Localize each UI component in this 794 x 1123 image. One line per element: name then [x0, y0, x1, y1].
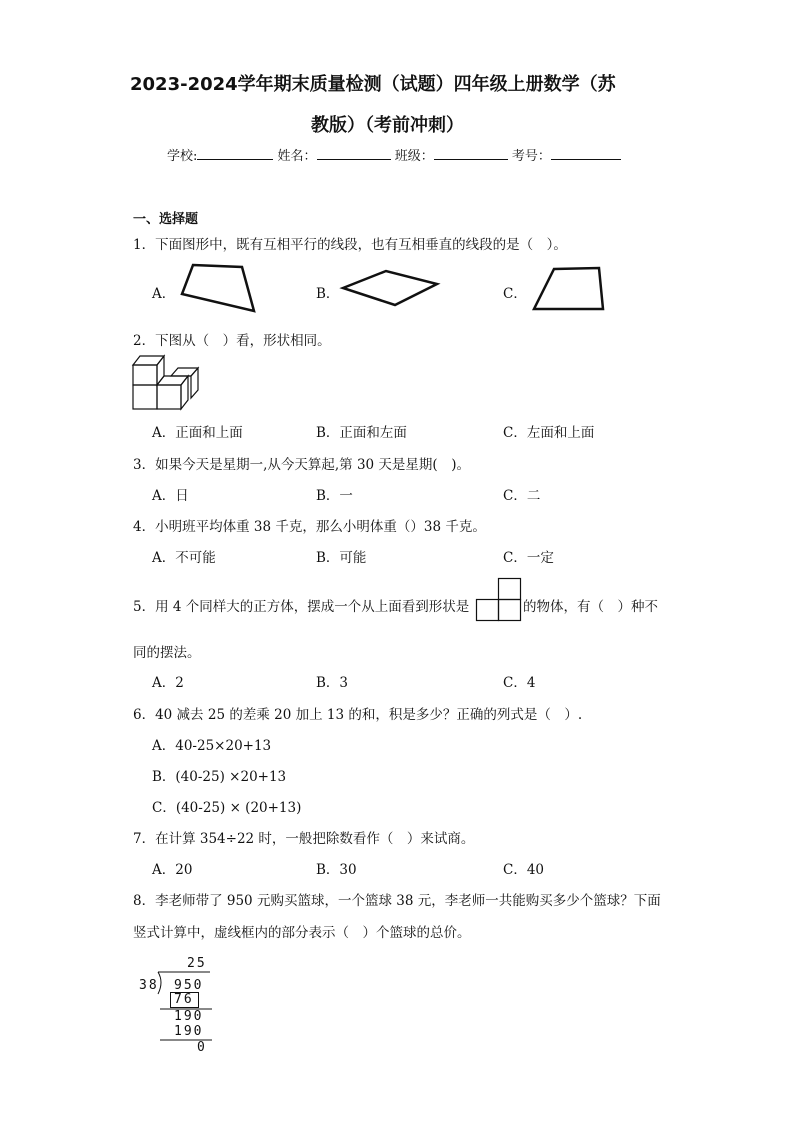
division-line-2 — [160, 1039, 216, 1041]
question-8-stem-line2: 竖式计算中，虚线框内的部分表示（ ）个篮球的总价。 — [133, 925, 471, 941]
q4-option-a[interactable]: A．不可能 — [152, 550, 216, 566]
q1-option-c[interactable]: C． — [503, 286, 527, 302]
q5-option-a[interactable]: A．2 — [152, 675, 184, 691]
q2-option-c[interactable]: C．左面和上面 — [503, 425, 595, 441]
class-field[interactable] — [434, 145, 508, 160]
school-label: 学校: — [167, 149, 198, 164]
division-step2: 190 — [174, 1024, 204, 1039]
q6-option-a[interactable]: A．40-25×20+13 — [152, 738, 272, 754]
q7-option-a[interactable]: A．20 — [152, 862, 193, 878]
question-7-stem: 7．在计算 354÷22 时，一般把除数看作（ ）来试商。 — [133, 831, 475, 847]
division-divisor: 38 — [139, 978, 159, 993]
q4-option-c[interactable]: C．一定 — [503, 550, 554, 566]
page-title-line2: 教版）（考前冲刺） — [311, 115, 464, 136]
q1-trapezoid-figure — [178, 262, 258, 314]
question-2-stem: 2．下图从（ ）看，形状相同。 — [133, 333, 331, 349]
class-label: 班级： — [394, 149, 434, 164]
student-info-line — [167, 145, 621, 164]
q1-rhombus-figure — [340, 268, 440, 308]
division-remainder2: 0 — [197, 1040, 205, 1055]
division-step1-value: 76 — [174, 992, 194, 1007]
number-field[interactable] — [551, 145, 621, 160]
q1-quadrilateral-figure — [530, 265, 610, 315]
q2-option-a[interactable]: A．正面和上面 — [152, 425, 243, 441]
question-8-stem-line1: 8．李老师带了 950 元购买篮球，一个篮球 38 元，李老师一共能购买多少个篮球？下面 — [133, 893, 661, 909]
school-field[interactable] — [197, 145, 273, 160]
question-1-stem: 1．下面图形中，既有互相平行的线段，也有互相垂直的线段的是（ ）。 — [133, 237, 567, 253]
q3-option-b[interactable]: B．一 — [316, 488, 353, 504]
name-field[interactable] — [317, 145, 391, 160]
question-5-stem-before: 5．用 4 个同样大的正方体，摆成一个从上面看到形状是 — [133, 599, 470, 615]
q5-option-c[interactable]: C．4 — [503, 675, 536, 691]
division-remainder1: 190 — [174, 1009, 204, 1024]
number-label: 考号： — [511, 149, 551, 164]
question-6-stem: 6．40 减去 25 的差乘 20 加上 13 的和，积是多少？正确的列式是（ ）. — [133, 707, 583, 723]
name-label: 姓名： — [277, 149, 317, 164]
q7-option-c[interactable]: C．40 — [503, 862, 545, 878]
q6-option-b[interactable]: B．(40-25) ×20+13 — [152, 769, 287, 785]
division-step1-boxed — [170, 992, 199, 1008]
division-dividend: 950 — [174, 978, 204, 993]
question-5-stem-after: 的物体，有（ ）种不 — [523, 599, 658, 615]
section-title: 一、选择题 — [133, 212, 199, 227]
q2-option-b[interactable]: B．正面和左面 — [316, 425, 407, 441]
question-4-stem: 4．小明班平均体重 38 千克，那么小明体重（）38 千克。 — [133, 519, 486, 535]
q2-cube-stack-figure — [131, 352, 201, 414]
q1-option-a[interactable]: A． — [152, 286, 176, 302]
q1-option-b[interactable]: B． — [316, 286, 340, 302]
q3-option-c[interactable]: C．二 — [503, 488, 541, 504]
question-3-stem: 3．如果今天是星期一,从今天算起,第 30 天是星期( )。 — [133, 457, 470, 473]
q5-option-b[interactable]: B．3 — [316, 675, 349, 691]
division-quotient: 25 — [187, 956, 207, 971]
page-title-line1: 2023-2024学年期末质量检测（试题）四年级上册数学（苏 — [130, 74, 616, 95]
q3-option-a[interactable]: A．日 — [152, 488, 189, 504]
q6-option-c[interactable]: C．(40-25) × (20+13) — [152, 800, 302, 816]
q4-option-b[interactable]: B．可能 — [316, 550, 367, 566]
question-5-stem-line2: 同的摆法。 — [133, 645, 201, 661]
q5-top-view-figure — [476, 578, 524, 622]
q7-option-b[interactable]: B．30 — [316, 862, 357, 878]
